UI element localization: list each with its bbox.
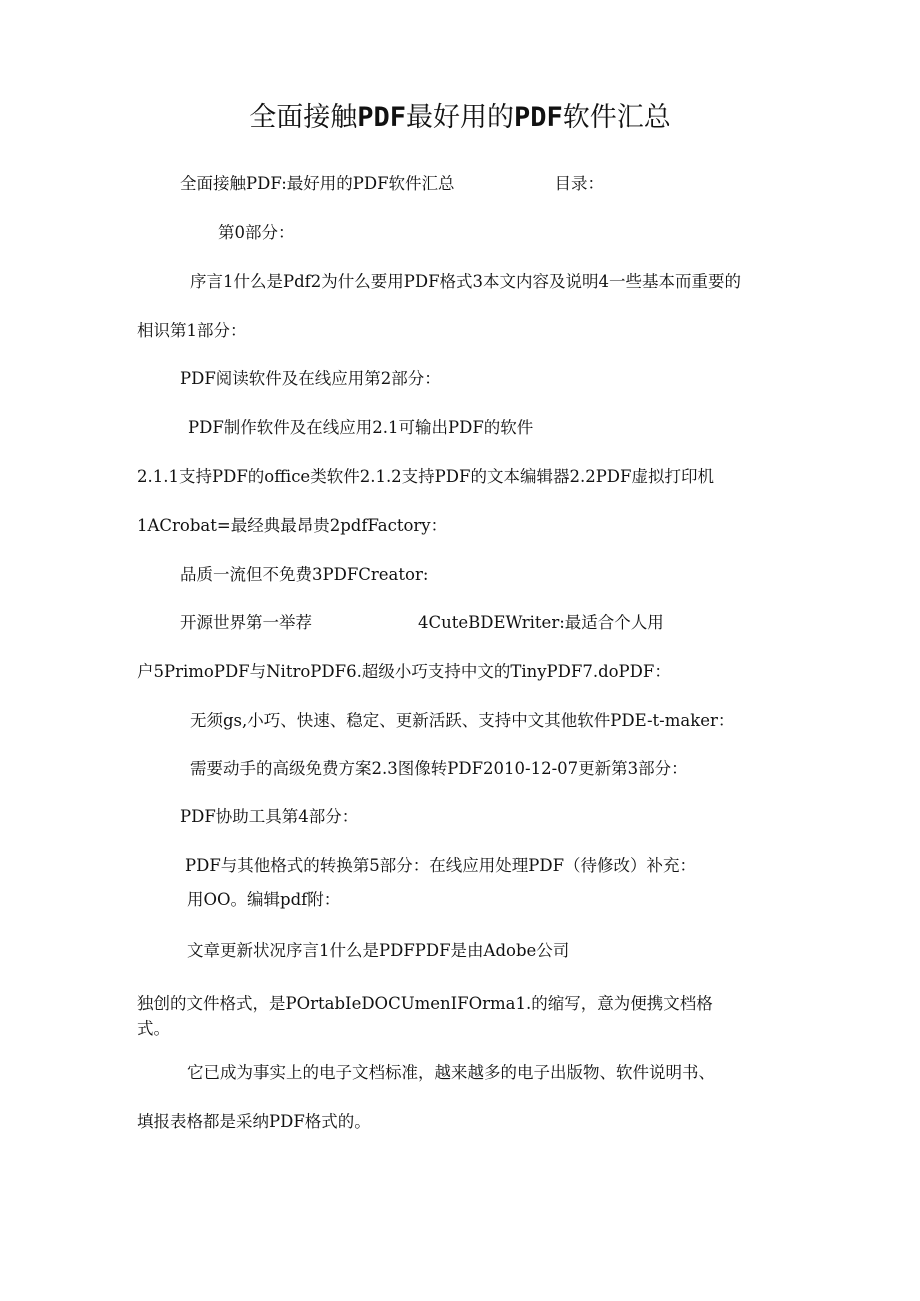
toc-heading-line xyxy=(180,172,604,196)
text-line xyxy=(180,611,664,635)
text-line: 用OO。编辑pdf附： xyxy=(187,890,341,909)
text-line: PDF与其他格式的转换第5部分：在线应用处理PDF（待修改）补充： xyxy=(185,856,697,875)
text-line: 式。 xyxy=(137,1019,170,1038)
text-line: 填报表格都是采纳PDF格式的。 xyxy=(137,1112,371,1131)
title-part-4: PDF xyxy=(514,102,563,133)
text-line: 1ACrobat=最经典最昂贵2pdfFactory： xyxy=(137,516,448,535)
text-line: 无须gs,小巧、快速、稳定、更新活跃、支持中文其他软件PDE-t-maker： xyxy=(190,711,735,730)
text-line: 序言1什么是Pdf2为什么要用PDF格式3本文内容及说明4一些基本而重要的 xyxy=(190,272,742,291)
text-line: 文章更新状况序言1什么是PDFPDF是由Adobe公司 xyxy=(187,941,570,960)
text-line: 户5PrimoPDF与NitroPDF6.超级小巧支持中文的TinyPDF7.doPDF： xyxy=(137,662,671,681)
text-line: 需要动手的高级免费方案2.3图像转PDF2010-12-07更新第3部分： xyxy=(190,759,688,778)
toc-heading-label: 目录： xyxy=(554,174,605,193)
text-line: 第0部分： xyxy=(218,223,295,242)
text-line: PDF协助工具第4部分： xyxy=(180,807,359,826)
title-part-1: 全面接触 xyxy=(249,102,358,133)
text-line: 独创的文件格式，是POrtabIeDOCUmenIFOrma1.的缩写，意为便携文档格 xyxy=(137,994,713,1013)
text-line: 品质一流但不免费3PDFCreator: xyxy=(180,565,429,584)
document-title xyxy=(0,98,920,138)
title-part-5: 软件汇总 xyxy=(562,102,671,133)
text-segment: 4CuteBDEWriter:最适合个人用 xyxy=(418,613,664,632)
text-line: PDF阅读软件及在线应用第2部分： xyxy=(180,369,441,388)
title-part-3: 最好用的 xyxy=(406,102,514,133)
text-line: 它已成为事实上的电子文档标准，越来越多的电子出版物、软件说明书、 xyxy=(187,1063,715,1082)
toc-heading-title: 全面接触PDF:最好用的PDF软件汇总 xyxy=(180,174,455,193)
title-part-2: PDF xyxy=(357,102,406,133)
text-segment: 开源世界第一举荐 xyxy=(180,613,312,632)
text-line: PDF制作软件及在线应用2.1可输出PDF的软件 xyxy=(188,418,534,437)
text-line: 2.1.1支持PDF的office类软件2.1.2支持PDF的文本编辑器2.2PDF虚拟打印机 xyxy=(137,467,714,486)
text-line: 相识第1部分： xyxy=(137,321,247,340)
